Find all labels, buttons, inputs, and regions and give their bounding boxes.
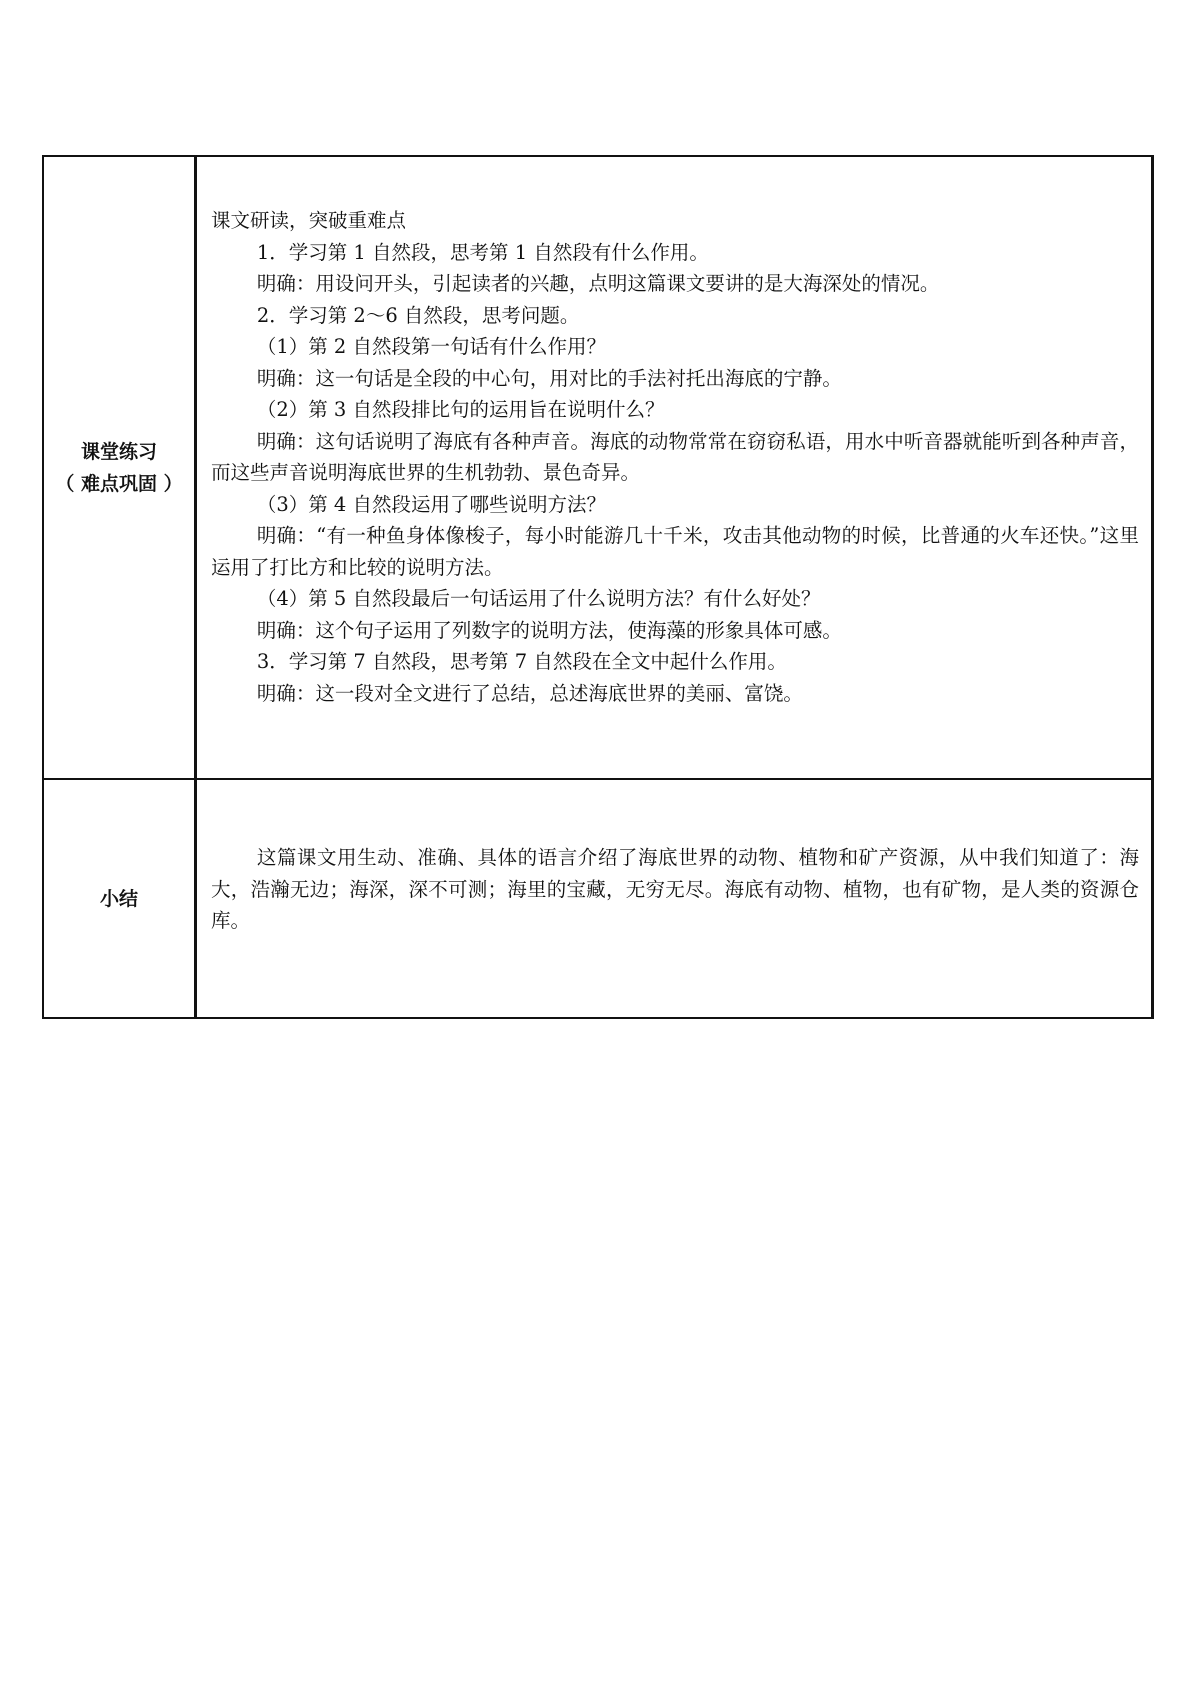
summary-content-cell (196, 779, 1153, 1018)
sub-question-2-2: （2）第 3 自然段排比句的运用旨在说明什么？ (256, 398, 665, 421)
practice-label-cell (43, 156, 196, 779)
section-heading: 课文研读，突破重难点 (211, 209, 407, 232)
question-2: 2．学习第 2～6 自然段，思考问题。 (256, 303, 580, 327)
summary-content (197, 780, 1151, 937)
sub-question-2-1: （1）第 2 自然段第一句话有什么作用？ (256, 335, 607, 358)
answer-1: 明确：用设问开头，引起读者的兴趣，点明这篇课文要讲的是大海深处的情况。 (256, 272, 940, 295)
practice-sublabel: （ 难点巩固 ） (55, 472, 183, 495)
practice-content-cell (196, 156, 1153, 779)
summary-row (43, 779, 1153, 1018)
answer-2-2: 明确：这句话说明了海底有各种声音。海底的动物常常在窃窃私语，用水中听音器就能听到各种声音，而这些声音说明海底世界的生机勃勃、景色奇异。 (211, 429, 1139, 484)
summary-text: 这篇课文用生动、准确、具体的语言介绍了海底世界的动物、植物和矿产资源，从中我们知道了：海大，浩瀚无边；海深，深不可测；海里的宝藏，无穷无尽。海底有动物、植物，也有矿物，是人类的资源仓库。 (211, 846, 1139, 932)
answer-2-1: 明确：这一句话是全段的中心句，用对比的手法衬托出海底的宁静。 (256, 366, 842, 390)
answer-2-3: 明确：“有一种鱼身体像梭子，每小时能游几十千米，攻击其他动物的时候，比普通的火车还快。”这里运用了打比方和比较的说明方法。 (211, 524, 1139, 579)
lesson-table (42, 155, 1154, 1019)
practice-row (43, 156, 1153, 779)
sub-question-2-4: （4）第 5 自然段最后一句话运用了什么说明方法？有什么好处？ (256, 587, 821, 610)
answer-2-4: 明确：这个句子运用了列数字的说明方法，使海藻的形象具体可感。 (256, 618, 842, 642)
summary-label: 小结 (99, 887, 138, 910)
summary-label-cell (43, 779, 196, 1018)
question-1: 1．学习第 1 自然段，思考第 1 自然段有什么作用。 (256, 240, 709, 264)
answer-3: 明确：这一段对全文进行了总结，总述海底世界的美丽、富饶。 (256, 681, 803, 705)
practice-content (197, 157, 1151, 709)
question-3: 3．学习第 7 自然段，思考第 7 自然段在全文中起什么作用。 (256, 650, 787, 673)
sub-question-2-3: （3）第 4 自然段运用了哪些说明方法？ (256, 492, 607, 516)
practice-label: 课堂练习 (80, 440, 157, 463)
